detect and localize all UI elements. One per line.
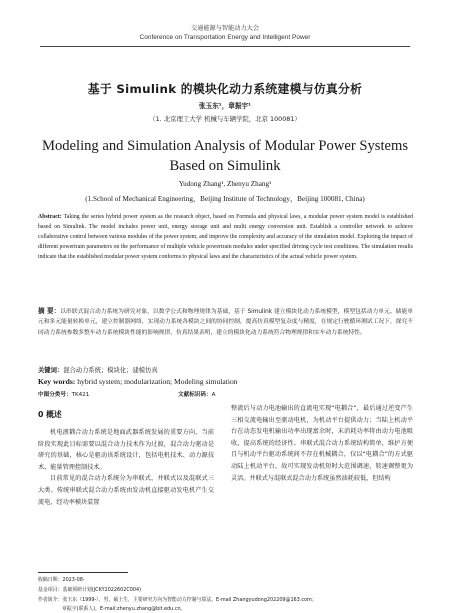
body-paragraph: 整流后与动力电池输出的直流电实现“电耦合”，最后通过逆变产生三相交流电输出至驱动电机，为机动平台提供动力；当陆上机动平台在动态发电机输出功率出现富余时，末消耗功率将由动力电池吸收，提高系统的经济性。串联式混合动力系统结构简单，维护方便且与机动平台驱动系统间不存在机械耦合，仅以“电耦合”的方式驱动陆上机动平台，故可实现发动机短时大范围调速，转速调整更为灵活。并联式与混联式混合动力系统虽然油耗较低，但结构 bbox=[231, 405, 413, 482]
body-paragraph: 机电液耦合动力系统是地面武器系统发展的重要方向，当前阶段实现此目标需要以混合动力技术作为过渡，混合动力驱动是研究的基础，核心是驱动该系统设计，包括电机技术、动力源技术、能量管理控制技术。 bbox=[38, 429, 214, 471]
footnote-author-bio: 作者简介：张玉东（1999-），男，硕士生，主要研究方向为智能动力控制与算法。E-mail Zhangyudong202209@163.com； bbox=[38, 597, 317, 603]
affiliation-en: (1.School of Mechanical Engineering，Beijing Institute of Technology，Beijing 100081, China) bbox=[85, 195, 365, 203]
document-code bbox=[178, 390, 215, 398]
header-rule bbox=[40, 46, 410, 47]
abstract-en-label: Abstract: bbox=[38, 214, 62, 220]
footnote-received: 收稿日期：2023-08- bbox=[38, 577, 85, 583]
paper-title-en: Modeling and Simulation Analysis of Modular Power Systems Based on Simulink bbox=[41, 138, 409, 174]
clc-label: 中图分类号： bbox=[38, 392, 72, 398]
authors-cn: 张玉东¹，章振宇¹ bbox=[199, 102, 251, 110]
doc-code-value: A bbox=[211, 392, 216, 398]
clc-value: TK421 bbox=[71, 392, 90, 398]
body-paragraph: 目前常见的混合动力系统分为串联式、并联式以及混联式三大类。传统串联式混合动力系统由发动机直接驱动发电机产生交流电，经功率模块装置 bbox=[38, 475, 214, 506]
authors-en: Yudong Zhang¹, Zhenyu Zhang¹ bbox=[178, 180, 272, 188]
abstract-en bbox=[38, 212, 413, 262]
keywords-cn-text: 混合动力系统；模块化；建模仿真 bbox=[63, 367, 158, 374]
body-column-right bbox=[231, 403, 413, 484]
footnote-fund: 基金项目：基础预研计划(JCKY2022602C004) bbox=[38, 587, 142, 593]
section-heading: 0 概述 bbox=[38, 410, 62, 419]
keywords-en-text: hybrid system; modularization; Modeling simulation bbox=[77, 377, 238, 386]
journal-header-en: Conference on Transportation Energy and Intelligent Power bbox=[139, 34, 311, 41]
abstract-en-text: Taking the series hybrid power system as the research object, based on Formula and physical laws, a modular power system model is established based on Simulink. The model includes power unit, energy storage unit and multi energy conversion unit. Establish a controller network to achieve collaborative control between various modules of the power system, and improve the complexity and accuracy of the simulation model. Exploring the impact of different powertrain parameters on the performance of multiple vehicle powertrain modules under specified driving cycle test conditions. The simulation results indicate that the established modular power system conforms to physical laws and the characteristics of the actual vehicle power system. bbox=[38, 214, 413, 261]
paper-title-cn: 基于 Simulink 的模块化动力系统建模与仿真分析 bbox=[87, 82, 363, 96]
keywords-cn bbox=[38, 365, 418, 374]
journal-header-cn: 交通能源与智能动力大会 bbox=[190, 25, 260, 32]
abstract-cn-label: 摘 要： bbox=[38, 307, 61, 315]
footnote-corresponding: 章振宇(联系人)，E-mail:zhenyu.zhang@bit.edu.cn。 bbox=[62, 606, 186, 612]
abstract-cn bbox=[38, 306, 413, 338]
abstract-cn-text: 以串联式混合动力系统为研究对象，以数学公式和物理规律为基础，基于 Simulink 建立模块化动力系统模型，模型包括动力单元、储能单元和多元能量转换单元，建立控制器网络，实现动力系统各模块之间的协同控制，提高仿真模型复杂度与精度，在规定行驶循环测试工况下，探究不同动力系统参数多整车动力系统模块性能的影响规律，仿真结果表明，建立的模块化动力系统符合物理规律和实车动力系统特性。 bbox=[38, 309, 413, 336]
affiliation-cn: （1. 北京理工大学 机械与车辆学院，北京 100081） bbox=[149, 115, 301, 123]
clc-number bbox=[38, 390, 89, 398]
keywords-cn-label: 关键词： bbox=[38, 367, 64, 374]
keywords-en-label: Key words: bbox=[38, 377, 76, 386]
footnote-rule bbox=[38, 572, 128, 573]
doc-code-label: 文献标识码： bbox=[178, 392, 212, 398]
body-column-left bbox=[38, 408, 214, 508]
keywords-en bbox=[38, 377, 418, 386]
